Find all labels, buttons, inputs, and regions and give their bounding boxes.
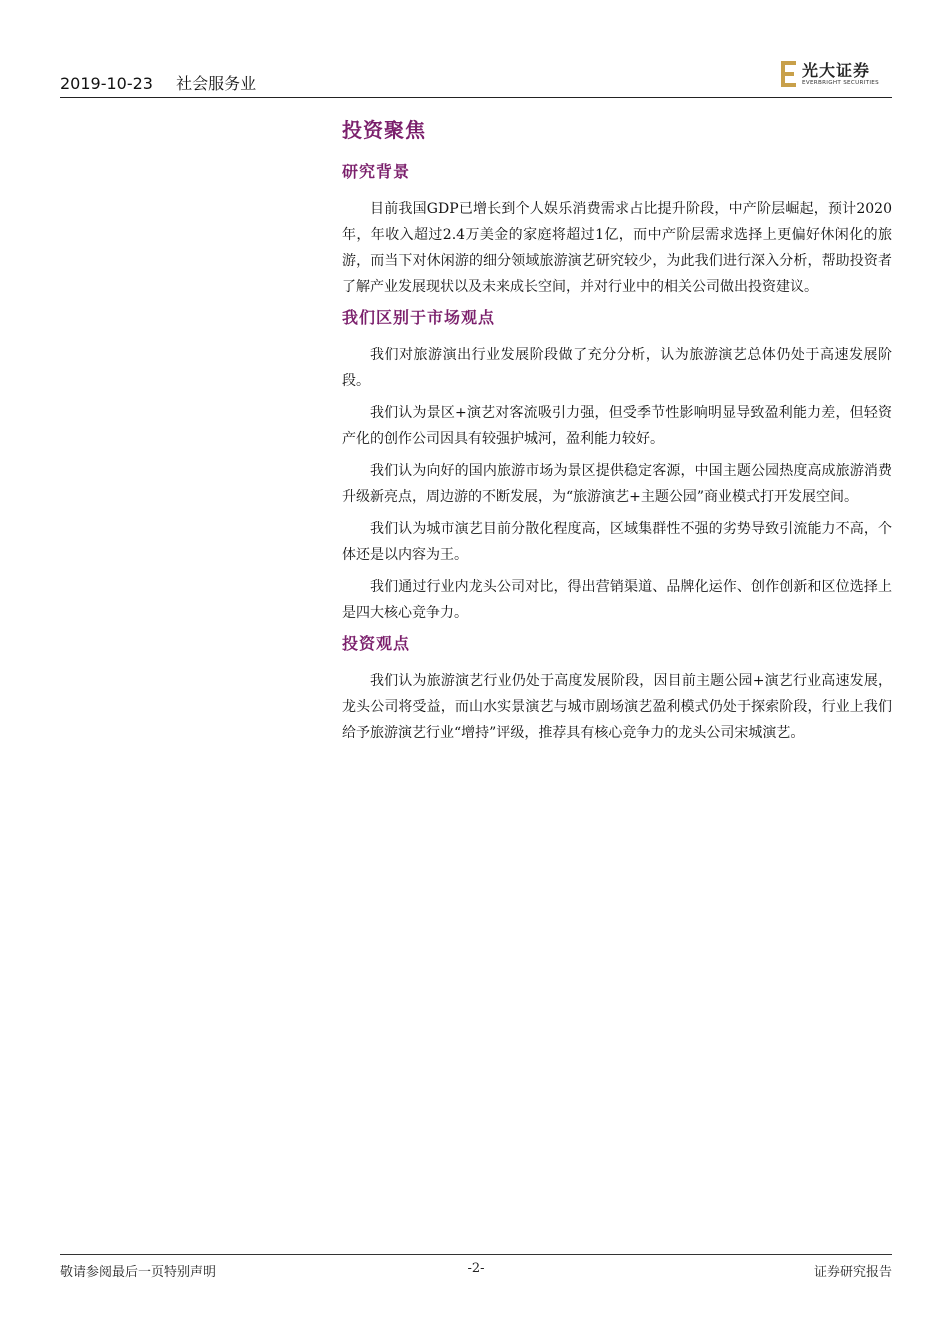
paragraph: 我们认为旅游演艺行业仍处于高度发展阶段，因目前主题公园+演艺行业高速发展，龙头公司将受益，而山水实景演艺与城市剧场演艺盈利模式仍处于探索阶段，行业上我们给予旅游演艺行业“增持”评级，推荐具有核心竞争力的龙头公司宋城演艺。 [342,673,892,741]
paragraph: 我们对旅游演出行业发展阶段做了充分分析，认为旅游演艺总体仍处于高速发展阶段。 [342,347,892,389]
logo-text-cn: 光大证券 [802,61,871,80]
header-meta [60,71,256,94]
section-heading-differentiated-view: 我们区别于市场观点 [342,308,496,327]
paragraph: 我们认为城市演艺目前分散化程度高，区域集群性不强的劣势导致引流能力不高，个体还是以内容为王。 [342,521,892,563]
everbright-logo [780,58,892,94]
page-title: 投资聚焦 [342,118,426,142]
section-heading-investment-view: 投资观点 [342,634,411,653]
paragraph: 我们认为向好的国内旅游市场为景区提供稳定客源，中国主题公园热度高成旅游消费升级新亮点，周边游的不断发展，为“旅游演艺+主题公园”商业模式打开发展空间。 [342,463,892,505]
paragraph: 目前我国GDP已增长到个人娱乐消费需求占比提升阶段，中产阶层崛起，预计2020年，年收入超过2.4万美金的家庭将超过1亿，而中产阶层需求选择上更偏好休闲化的旅游，而当下对休闲游的细分领域旅游演艺研究较少，为此我们进行深入分析，帮助投资者了解产业发展现状以及未来成长空间，并对行业中的相关公司做出投资建议。 [342,201,892,295]
footer-doc-type: 证券研究报告 [813,1265,892,1280]
paragraph: 我们通过行业内龙头公司对比，得出营销渠道、品牌化运作、创作创新和区位选择上是四大核心竞争力。 [342,579,892,621]
page-header [60,58,892,98]
report-date: 2019-10-23 [60,74,153,93]
main-content [342,112,892,752]
logo-text-en: EVERBRIGHT SECURITIES [802,80,879,86]
page-footer [60,1254,892,1285]
page-number: -2- [467,1261,485,1276]
header-divider [60,97,892,98]
paragraph: 我们认为景区+演艺对客流吸引力强，但受季节性影响明显导致盈利能力差，但轻资产化的创作公司因具有较强护城河，盈利能力较好。 [342,405,892,447]
footer-disclaimer: 敬请参阅最后一页特别声明 [60,1265,217,1280]
section-heading-background: 研究背景 [342,162,411,181]
industry-label: 社会服务业 [176,74,257,93]
everbright-logo-mark-icon [780,60,798,88]
